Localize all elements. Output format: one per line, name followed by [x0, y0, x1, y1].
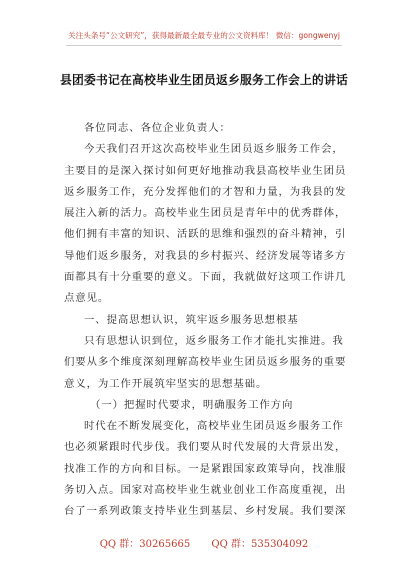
body-line: 返乡服务工作，充分发挥他们的才智和力量，为我县的发: [64, 185, 347, 198]
body-line: 务切入点。国家对高校毕业生就业创业工作高度重视，出: [64, 484, 347, 497]
footer-qq-group-2: QQ 群：535304092: [211, 539, 309, 550]
footer-qq-group-1: QQ 群：30265665: [99, 539, 191, 550]
body-line: 也必须紧跟时代步伐。我们要从时代发展的大背景出发，: [64, 441, 347, 454]
body-line: 他们拥有丰富的知识、活跃的思维和强烈的奋斗精神，引: [64, 228, 347, 241]
body-line: 找准工作的方向和目标。一是紧跟国家政策导向，找准服: [64, 462, 347, 475]
body-line: 们要从多个维度深刻理解高校毕业生团员返乡服务的重要: [64, 356, 347, 369]
body-line: 导他们返乡服务，对我县的乡村振兴、经济发展等诸多方: [64, 249, 347, 262]
body-line: （一）把握时代要求，明确服务工作方向: [90, 398, 294, 411]
body-line: 各位同志、各位企业负责人：: [84, 122, 231, 134]
body-line: 今天我们召开这次高校毕业生团员返乡服务工作会，: [84, 143, 344, 156]
footer-contact: [0, 535, 408, 550]
body-line: 点意见。: [64, 292, 110, 305]
body-line: 展注入新的活力。高校毕业生团员是青年中的优秀群体，: [64, 207, 347, 220]
body-line: 一、提高思想认识，筑牢返乡服务思想根基: [84, 313, 299, 326]
body-line: 意义，为工作开展筑牢坚实的思想基础。: [64, 377, 268, 390]
header-divider: [66, 45, 342, 46]
document-body: [64, 118, 354, 523]
body-line: 台了一系列政策支持毕业生到基层、乡村发展。我们要深: [64, 505, 347, 518]
body-line: 面都具有十分重要的意义。下面，我就做好这项工作讲几: [64, 271, 347, 284]
body-line: 时代在不断发展变化，高校毕业生团员返乡服务工作: [84, 420, 344, 433]
promo-banner: 关注头条号“公文研究”，获得最新最全最专业的公文资料库！ 微信：gongwenyj: [68, 31, 340, 40]
body-line: 主要目的是深入探讨如何更好地推动我县高校毕业生团员: [64, 164, 347, 177]
body-line: 只有思想认识到位，返乡服务工作才能扎实推进。我: [84, 334, 344, 347]
document-title: 县团委书记在高校毕业生团员返乡服务工作会上的讲话: [60, 73, 348, 87]
